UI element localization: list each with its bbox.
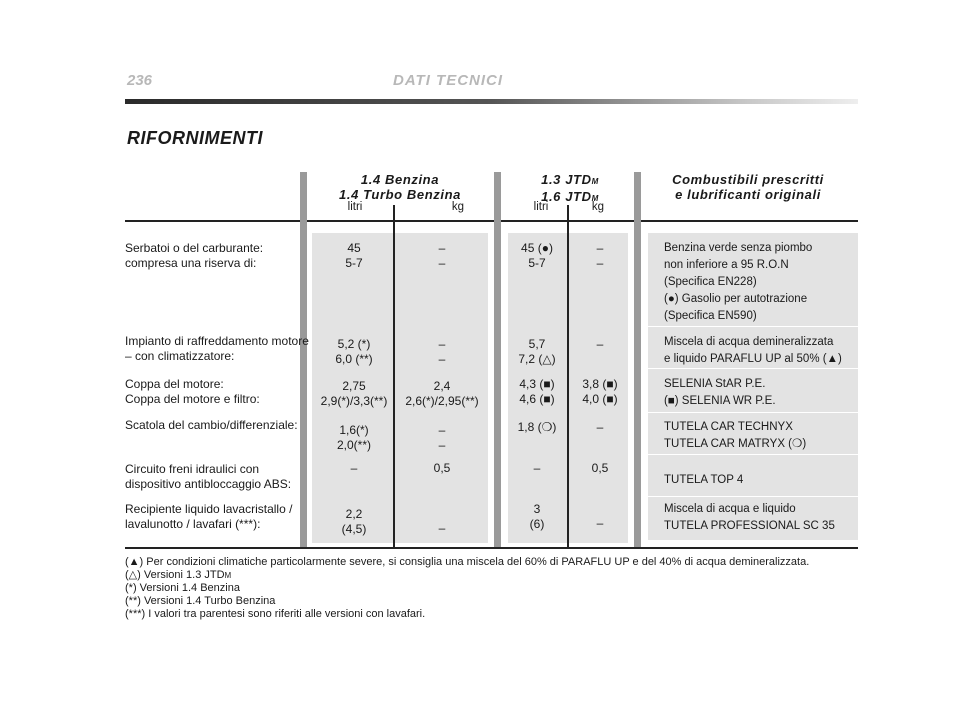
cell-b-litri: 2,75 2,9(*)/3,3(**) (320, 379, 388, 408)
section-title: DATI TECNICI (393, 72, 504, 89)
page-number: 236 (127, 72, 153, 89)
unit-jtd-litri: litri (533, 201, 549, 213)
cell-j-kg: 3,8 (■) 4,0 (■) (582, 377, 618, 406)
spec-freni: TUTELA TOP 4 (664, 474, 744, 486)
cell-b-kg: 0,5 (433, 461, 451, 475)
row-label-lavacristallo: Recipiente liquido lavacristallo / lavalunotto / lavafari (***): (125, 502, 293, 531)
spec-serbatoio: Benzina verde senza piombo non inferiore a 95 R.O.N (Specifica EN228) (●) Gasolio per autotrazione (Specifica EN590) (664, 242, 813, 322)
footnote: (▲) Per condizioni climatiche particolarmente severe, si consiglia una miscela del 60% di PARAFLU UP e del 40% di acqua demineralizzata. (125, 556, 810, 568)
page-title: RIFORNIMENTI (127, 128, 263, 148)
row-separator (648, 368, 858, 369)
table-bottom-rule (125, 547, 858, 549)
unit-benzina-litri: litri (347, 201, 363, 213)
spec-raffreddamento: Miscela di acqua demineralizzata e liquido PARAFLU UP al 50% (▲) (664, 336, 842, 365)
cell-j-kg: – (596, 420, 604, 434)
cell-j-kg: 0,5 (591, 461, 609, 475)
cell-b-kg: – – (438, 241, 446, 270)
cell-b-litri: 1,6(*) 2,0(**) (336, 423, 371, 452)
row-label-cambio: Scatola del cambio/differenziale: (125, 418, 298, 432)
cell-j-litri: 45 (●) 5-7 (521, 241, 553, 270)
row-separator (648, 496, 858, 497)
col-header-benzina-line1: 1.4 Benzina (360, 172, 440, 187)
spec-cambio: TUTELA CAR TECHNYX TUTELA CAR MATRYX (❍) (664, 421, 807, 450)
row-separator (648, 412, 858, 413)
footnote: (**) Versioni 1.4 Turbo Benzina (125, 595, 276, 607)
cell-j-kg: – – (596, 241, 604, 270)
row-label-raffreddamento: Impianto di raffreddamento motore – con climatizzatore: (125, 334, 309, 363)
footnote: (△) Versioni 1.3 JTDM (125, 569, 232, 581)
cell-b-kg: – – (438, 337, 446, 366)
unit-jtd-kg: kg (591, 201, 605, 213)
footnote: (*) Versioni 1.4 Benzina (125, 582, 240, 594)
col-header-fuels-line2: e lubrificanti originali (675, 187, 821, 202)
col-header-fuels-line1: Combustibili prescritti (672, 172, 824, 187)
spec-lavacristallo: Miscela di acqua e liquido TUTELA PROFESSIONAL SC 35 (664, 503, 835, 532)
litri-kg-divider (567, 205, 569, 547)
footnote: (***) I valori tra parentesi sono riferiti alle versioni con lavafari. (125, 608, 426, 620)
col-header-jtd-line2: 1.6 JTDM (541, 189, 599, 204)
cell-j-litri: 3 (6) (529, 502, 545, 531)
col-header-benzina-line2: 1.4 Turbo Benzina (339, 187, 461, 202)
row-label-serbatoio: Serbatoi o del carburante: compresa una riserva di: (125, 241, 264, 270)
col-separator (494, 172, 501, 547)
cell-b-litri: 5,2 (*) 6,0 (**) (335, 337, 373, 366)
cell-b-litri: – (350, 461, 358, 475)
header-rule (125, 99, 858, 104)
cell-j-kg: – (596, 516, 604, 530)
spec-coppa: SELENIA StAR P.E. (■) SELENIA WR P.E. (664, 378, 776, 407)
cell-j-litri: 5,7 7,2 (△) (518, 337, 556, 366)
litri-kg-divider (393, 205, 395, 547)
cell-j-litri: 4,3 (■) 4,6 (■) (519, 377, 555, 406)
cell-j-litri: 1,8 (❍) (517, 420, 557, 434)
cell-b-kg: – – (438, 423, 446, 452)
col-header-jtd-line1: 1.3 JTDM (541, 172, 599, 187)
col-separator (634, 172, 641, 547)
cell-b-litri: 2,2 (4,5) (341, 507, 367, 536)
row-separator (648, 326, 858, 327)
col-header-benzina (300, 172, 500, 202)
row-separator (648, 454, 858, 455)
cell-j-kg: – (596, 337, 604, 351)
footnotes (125, 556, 860, 621)
unit-benzina-kg: kg (451, 201, 465, 213)
cell-b-kg: – (438, 521, 446, 535)
col-header-fuels (648, 172, 848, 202)
table-top-rule (125, 220, 858, 222)
cell-j-litri: – (533, 461, 541, 475)
cell-b-litri: 45 5-7 (345, 241, 363, 270)
cell-b-kg: 2,4 2,6(*)/2,95(**) (405, 379, 479, 408)
row-label-coppa: Coppa del motore: Coppa del motore e filtro: (125, 377, 260, 406)
row-label-freni: Circuito freni idraulici con dispositivo antibloccaggio ABS: (125, 462, 292, 491)
